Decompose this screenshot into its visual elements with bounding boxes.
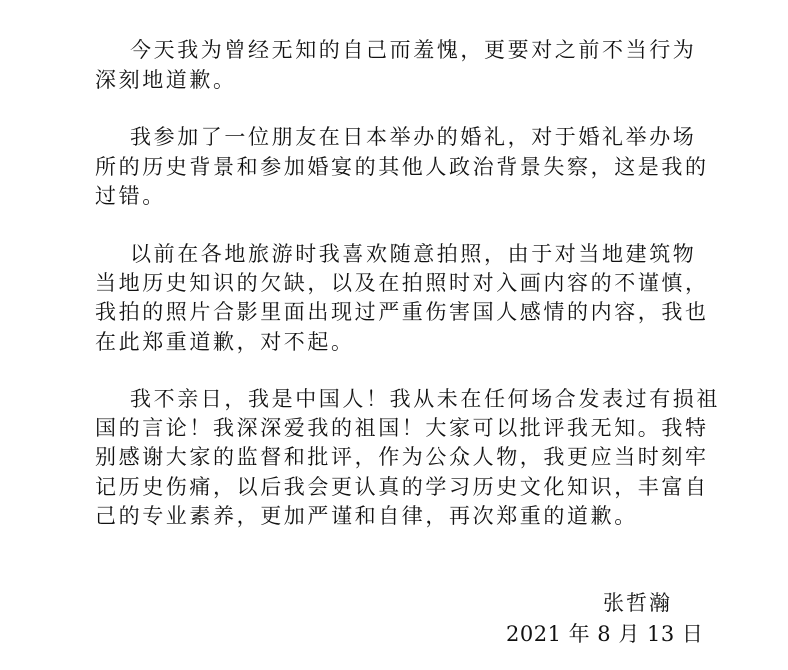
- paragraph-4-line-1: 我不亲日，我是中国人！我从未在任何场合发表过有损祖: [130, 387, 720, 411]
- paragraph-4-line-5: 己的专业素养，更加严谨和自律，再次郑重的道歉。: [95, 504, 638, 528]
- paragraph-2-line-1: 我参加了一位朋友在日本举办的婚礼，对于婚礼举办场: [130, 125, 697, 149]
- paragraph-1-line-1: 今天我为曾经无知的自己而羞愧，更要对之前不当行为: [130, 38, 697, 62]
- paragraph-3-line-3: 我拍的照片合影里面出现过严重伤害国人感情的内容，我也: [95, 300, 709, 324]
- paragraph-4-line-3: 别感谢大家的监督和批评，作为公众人物，我更应当时刻牢: [95, 445, 709, 469]
- paragraph-3-line-2: 当地历史知识的欠缺，以及在拍照时对入画内容的不谨慎，: [95, 271, 709, 295]
- paragraph-4-line-4: 记历史伤痛，以后我会更认真的学习历史文化知识，丰富自: [95, 475, 709, 499]
- paragraph-4-line-2: 国的言论！我深深爱我的祖国！大家可以批评我无知。我特: [95, 416, 709, 440]
- signature: 张哲瀚: [603, 591, 672, 615]
- paragraph-3-line-4: 在此郑重道歉，对不起。: [95, 330, 355, 354]
- date: 2021 年 8 月 13 日: [506, 622, 704, 646]
- paragraph-2-line-3: 过错。: [95, 184, 166, 208]
- paragraph-2-line-2: 所的历史背景和参加婚宴的其他人政治背景失察，这是我的: [95, 155, 709, 179]
- paragraph-1-line-2: 深刻地道歉。: [95, 68, 237, 92]
- paragraph-3-line-1: 以前在各地旅游时我喜欢随意拍照，由于对当地建筑物: [130, 242, 697, 266]
